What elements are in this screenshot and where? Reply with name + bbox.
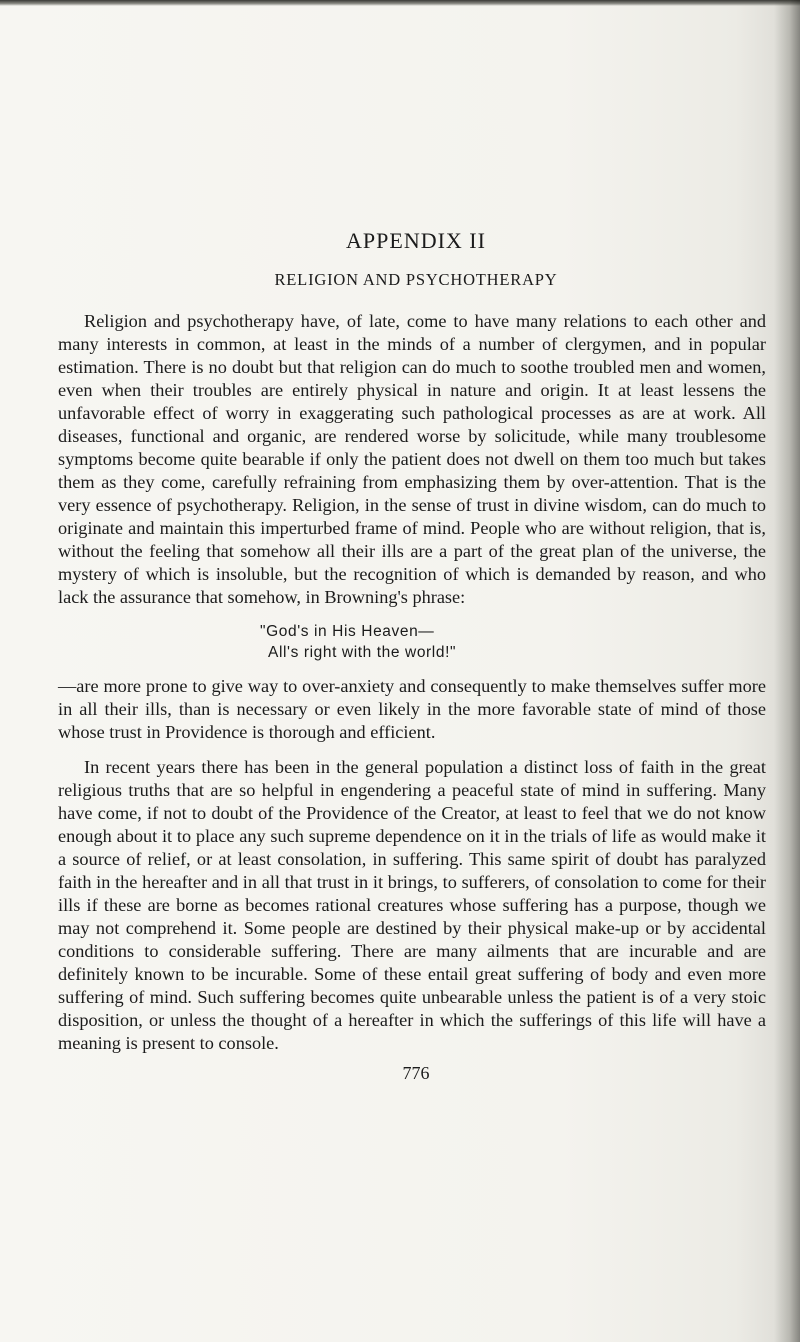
- paragraph-2: —are more prone to give way to over-anxiety and consequently to make themselves suffer more in all their ills, than is necessary or even likely in the more favorable state of mind of those whose trust in Providence is thorough and efficient.: [58, 676, 766, 742]
- paragraph-3: In recent years there has been in the general population a distinct loss of faith in the great religious truths that are so helpful in engendering a peaceful state of mind in suffering. Many have come, if not to doubt of the Providence of the Creator, at least to feel that we do not know enough about it to place any such supreme dependence on it in the trials of life as would make it a source of relief, or at least consolation, in suffering. This same spirit of doubt has paralyzed faith in the hereafter and in all that trust in it brings, to sufferers, of consolation to come for their ills if these are borne as becomes rational creatures whose suffering has a purpose, though we may not comprehend it. Some people are destined by their physical make-up or by accidental conditions to considerable suffering. There are many ailments that are incurable and are definitely known to be incurable. Some of these entail great suffering of body and even more suffering of mind. Such suffering becomes quite unbearable unless the patient is of a very stoic disposition, or unless the thought of a hereafter in which the sufferings of this life will have a meaning is present to console.: [58, 757, 766, 1053]
- quote-line-1: "God's in His Heaven—: [260, 623, 435, 640]
- appendix-heading: APPENDIX II: [346, 228, 486, 253]
- page-content: [58, 228, 766, 1084]
- page-number: 776: [402, 1063, 430, 1083]
- chapter-title: RELIGION AND PSYCHOTHERAPY: [274, 270, 558, 289]
- quote-line-2: All's right with the world!": [268, 644, 457, 661]
- browning-quote: [260, 621, 766, 663]
- binding-shadow: [774, 0, 800, 1342]
- page-top-edge: [0, 0, 800, 6]
- paragraph-1: Religion and psychotherapy have, of late, come to have many relations to each other and many interests in common, at least in the minds of a number of clergymen, and in popular estimation. There is no doubt but that religion can do much to soothe troubled men and women, even when their troubles are entirely physical in nature and origin. It at least lessens the unfavorable effect of worry in exaggerating such pathological processes as are at work. All diseases, functional and organic, are rendered worse by solicitude, while many troublesome symptoms become quite bearable if only the patient does not dwell on them too much but takes them as they come, carefully refraining from emphasizing them by over-attention. That is the very essence of psychotherapy. Religion, in the sense of trust in divine wisdom, can do much to originate and maintain this imperturbed frame of mind. People who are without religion, that is, without the feeling that somehow all their ills are a part of the great plan of the universe, the mystery of which is insoluble, but the recognition of which is demanded by reason, and who lack the assurance that somehow, in Browning's phrase:: [58, 311, 766, 607]
